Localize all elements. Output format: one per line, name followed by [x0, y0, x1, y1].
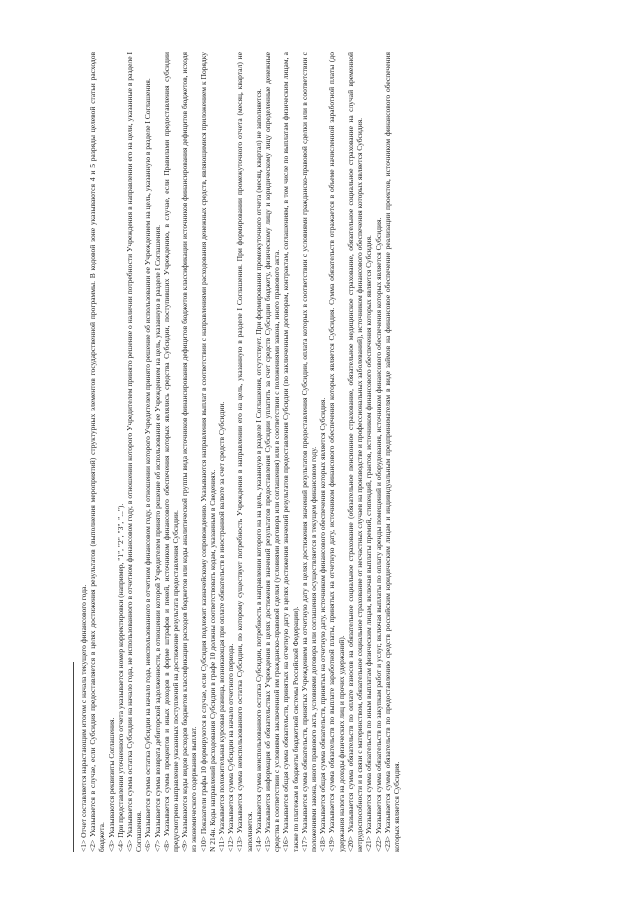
- footnote-10: <10> Показатели графы 10 формируются в случае, если Субсидия подлежит казначейскому сопровождению. Указываются направления выплат в соответствии с направлениями расходования денежных средств, являющимися приложением к Порядку N 214н. Коды направлений расходования Субсидии в графе 10 должны соответствовать кодам, указанным в Сведениях.: [198, 52, 217, 852]
- footnotes-list: [79, 52, 401, 852]
- footnote-4: <4> При представлении уточненного отчета указывается номер корректировки (например, "1", "2", "3", "...").: [115, 503, 125, 852]
- footnote-16: <16> Указывается общая сумма обязательств, принятых на отчетную дату в целях достижения значений результатов предоставления Субсидии (по заключенным договорам, контрактам, соглашениям, в том числе по выплатам физическим лицам, а также по платежам в бюджеты бюджетной системы Российской Федерации).: [281, 52, 300, 852]
- footnote-13: <13> Указывается сумма неиспользованного остатка Субсидии, по которому существует потребность Учреждения в направлении его на цель, указанную в разделе I Соглашения. При формировании промежуточного отчета (месяц, квартал) не заполняется.: [235, 52, 254, 852]
- footnote-5: <5> Указывается сумма остатка Субсидии на начало года, не использованного в отчетном финансовом году, в отношении которого Учредителем принято решение о наличии потребности Учреждения в направлении его на цели, указанные в разделе I Соглашения.: [125, 52, 144, 852]
- footnote-11: <11> Указывается положительная курсовая разница, возникающая при оплате обязательств в иностранной валюте за счет средств Субсидии.: [217, 401, 227, 852]
- footnote-1: <1> Отчет составляется нарастающим итогом с начала текущего финансового года.: [79, 584, 88, 852]
- footnote-19: <19> Указывается сумма обязательств по выплате заработной платы, принятых на отчетную дату, источником финансового обеспечения которых является Субсидия. Сумма обязательств отражается в объеме начисленной заработной платы (до удержания налога на доходы физических лиц и прочих удержаний).: [327, 52, 346, 852]
- footnote-18: <18> Указывается общая сумма обязательств, принятых на отчетную дату, источником финансового обеспечения которых является Субсидия.: [318, 397, 328, 852]
- footnote-2: <2> Указывается в случае, если Субсидия предоставляется в целях достижения результатов (выполнения мероприятий) структурных элементов государственной программы. В кодовой зоне указываются 4 и 5 разряды целевой статьи расходов бюджета.: [88, 52, 107, 852]
- footnote-6: <6> Указывается сумма остатка Субсидии на начало года, неиспользованного в отчетном финансовом году, в отношении которого Учредителем принято решение об использовании ее Учреждением на цель, указанную в разделе I Соглашения.: [143, 78, 153, 852]
- footnote-12: <12> Указывается сумма Субсидии на начало отчетного периода.: [226, 643, 236, 852]
- footnote-separator: [73, 662, 74, 852]
- footnote-22: <22> Указывается сумма обязательств по закупкам работ и услуг, включая выплаты по оплату аренды помещений и оборудования, источником финансового обеспечения которых является Субсидия.: [373, 217, 383, 852]
- footnote-9: <9> Указываются коды видов расходов бюджетов классификации расходов бюджетов или коды аналитической группы вида источников финансирования дефицитов бюджетов классификации источников финансирования дефицитов бюджетов, исходя из экономического содержания выплат.: [180, 52, 199, 852]
- footnote-20: <20> Указывается сумма обязательств по оплате взносов на обязательное социальное страхование (обязательное пенсионное страхование, обязательное медицинское страхование, обязательное социальное страхование на случай временной нетрудоспособности и в связи с материнством, обязательное социальное страхование от несчастных случаев на производстве и профессиональных заболеваний), источником финансового обеспечения которых является Субсидия.: [345, 52, 365, 852]
- footnote-8: <8> Указывается сумма процентов и иных доходов в форме штрафов и пеней, источником финансового обеспечения которых являлись средства Субсидии, поступивших Учреждению, в случае, если Правилами предоставления субсидии предусмотрено направление указанных поступлений на достижение результата предоставления Субсидии.: [161, 52, 181, 852]
- footnote-21: <21> Указывается сумма обязательств по иным выплатам физическим лицам, включая выплаты премий, стипендий, грантов, источником финансового обеспечения которых является Субсидия.: [364, 235, 374, 852]
- footnote-17: <17> Указывается сумма обязательств, принятых Учреждением на отчетную дату в целях достижения значений результатов предоставления Субсидии, оплата которых в соответствии с условиями гражданско-правовой сделки или в соответствии с положениями закона, иного правового акта, условиями договора или соглашения осуществляется в текущем финансовом году.: [299, 52, 319, 852]
- footnote-14: <14> Указывается сумма неиспользованного остатка Субсидии, потребность в направлении которого на на цель, указанную в разделе I Соглашения, отсутствует. При формировании промежуточного отчета (месяц, квартал) не заполняется.: [253, 88, 263, 852]
- footnote-3: <3> Указываются реквизиты Соглашения.: [106, 717, 116, 852]
- footnote-23: <23> Указывается сумма обязательств по предоставлению средств российским юридическим лицам и индивидуальным предпринимателям в виде займов на финансовое обеспечение реализации проектов, источником финансового обеспечения которых является Субсидия.: [382, 52, 401, 852]
- footnote-15: <15> Указывается информация об обязательствах Учреждения в целях достижения значений результатов предоставления Субсидии уплатить за счет средств Субсидии бюджету, физическому лицу и юридическому лицу определенные денежные средства в соответствии с условиями заключенной им гражданско-правовой сделки (условиями договора или соглашения) или в соответствии с положениями закона, иного правового акта.: [263, 52, 282, 852]
- rotated-footnotes-block: [65, 52, 575, 852]
- footnote-7: <7> Указывается сумма возврата дебиторской задолженности, в отношении которой Учредителем принято решение об использовании ее Учреждением на цель, указанную в разделе I Соглашения.: [152, 225, 162, 852]
